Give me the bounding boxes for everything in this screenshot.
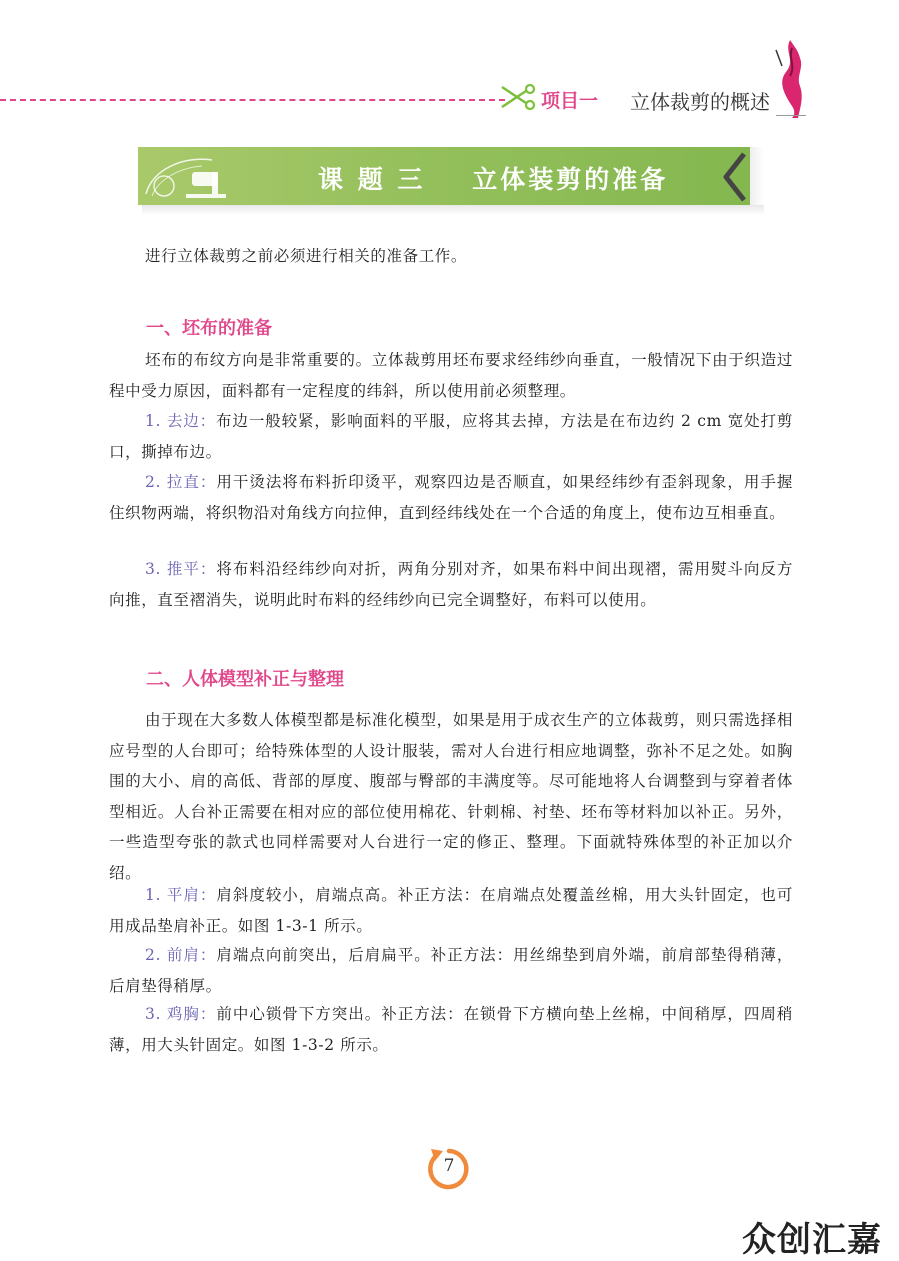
section2-item-2 [109, 940, 793, 1001]
section2-paragraph: 由于现在大多数人体模型都是标准化模型，如果是用于成衣生产的立体裁剪，则只需选择相应号型的人台即可；给特殊体型的人设计服装，需对人台进行相应地调整，弥补不足之处。如胸围的大小、肩的高低、背部的厚度、腹部与臀部的丰满度等。尽可能地将人台调整到与穿着者体型相近。人台补正需要在相对应的部位使用棉花、针刺棉、衬垫、坯布等材料加以补正。另外，一些造型夸张的款式也同样需要对人台进行一定的修正、整理。下面就特殊体型的补正加以介绍。 [109, 711, 793, 882]
item-text: 布边一般较紧，影响面料的平服，应将其去掉，方法是在布边约 2 cm 宽处打剪口，撕掉布边。 [109, 412, 793, 461]
intro-paragraph: 进行立体裁剪之前必须进行相关的准备工作。 [145, 247, 468, 265]
item-label: 3. 鸡胸： [145, 1005, 217, 1023]
item-label: 1. 去边： [145, 412, 217, 430]
section-heading-1: 一、坯布的准备 [146, 318, 272, 339]
item-text: 将布料沿经纬纱向对折，两角分别对齐，如果布料中间出现褶，需用熨斗向反方向推，直至褶消失，说明此时布料的经纬纱向已完全调整好，布料可以使用。 [109, 560, 793, 609]
page-number: 7 [443, 1156, 455, 1176]
section2-item-1 [109, 880, 793, 941]
banner-shadow [142, 205, 764, 215]
header-project-label: 项目一 [541, 90, 599, 112]
section2-item-3 [109, 999, 793, 1060]
fashion-figure-logo-icon [770, 38, 810, 118]
section1-item-3 [109, 554, 793, 615]
item-text: 肩端点向前突出，后肩扁平。补正方法：用丝绵垫到肩外端，前肩部垫得稍薄，后肩垫得稍厚。 [109, 946, 793, 995]
item-text: 前中心锁骨下方突出。补正方法：在锁骨下方横向垫上丝棉，中间稍厚，四周稍薄，用大头针固定。如图 1-3-2 所示。 [109, 1005, 793, 1054]
lesson-title: 课 题 三 立体装剪的准备 [318, 165, 669, 194]
item-label: 3. 推平： [145, 560, 217, 578]
banner-chevron-icon [720, 150, 750, 204]
item-label: 2. 前肩： [145, 946, 217, 964]
item-label: 1. 平肩： [145, 886, 217, 904]
item-text: 用干烫法将布料折印烫平，观察四边是否顺直，如果经纬纱有歪斜现象，用手握住织物两端，将织物沿对角线方向拉伸，直到经纬线处在一个合适的角度上，使布边互相垂直。 [109, 473, 793, 522]
item-text: 肩斜度较小，肩端点高。补正方法：在肩端点处覆盖丝棉，用大头针固定，也可用成品垫肩补正。如图 1-3-1 所示。 [109, 886, 793, 935]
section1-item-2 [109, 467, 793, 528]
section-heading-2: 二、人体模型补正与整理 [146, 669, 344, 690]
section1-item-1 [109, 406, 793, 467]
header-chapter-title: 立体裁剪的概述 [630, 90, 770, 114]
header-dashed-line [0, 99, 505, 101]
watermark-logo: 众创汇嘉 [742, 1220, 882, 1260]
item-label: 2. 拉直： [145, 473, 217, 491]
sewing-machine-icon [142, 150, 232, 204]
header-rule [776, 115, 806, 116]
section1-paragraph: 坯布的布纹方向是非常重要的。立体裁剪用坯布要求经纬纱向垂直，一般情况下由于织造过程中受力原因，面料都有一定程度的纬斜，所以使用前必须整理。 [109, 351, 793, 400]
scissors-icon [500, 83, 536, 111]
